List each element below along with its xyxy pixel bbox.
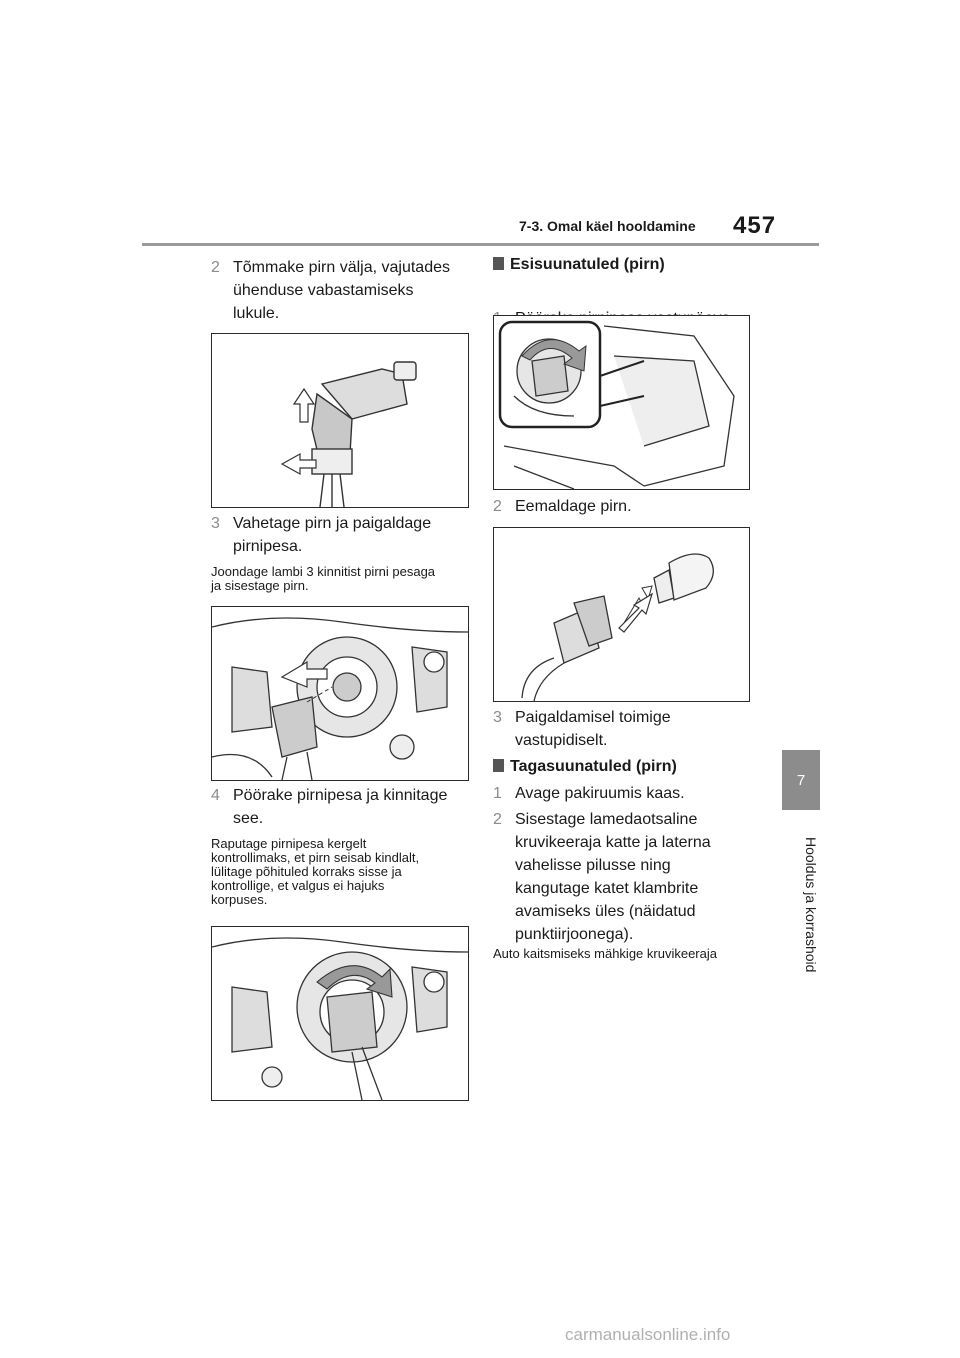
figure-rotate-socket <box>211 926 469 1101</box>
page-number: 457 <box>733 212 777 239</box>
step-text: Vahetage pirn ja paigaldage pirnipesa. <box>233 515 432 555</box>
figure-front-signal-bulb <box>493 527 750 702</box>
step-text: Eemaldage pirn. <box>515 498 632 515</box>
rear-step-2-pry-cover <box>493 808 773 948</box>
front-step-3-install <box>493 706 773 754</box>
step-number: 3 <box>493 709 502 726</box>
note-align-bulb: Joondage lambi 3 kinnitist pirni pesaga ja sisestage pirn. <box>211 564 436 593</box>
watermark: carmanualsonline.info <box>565 1325 731 1344</box>
step-number: 3 <box>211 515 220 532</box>
step-2-remove-bulb <box>211 256 471 328</box>
step-text: Sisestage lamedaotsaline kruvikeeraja katte ja laterna vahelisse pilusse ning kangutage katet klambrite avamiseks üles (näidatud punktiirjoonega). <box>515 811 711 943</box>
chapter-tab[interactable]: 7 <box>782 750 820 810</box>
bullet-square-icon <box>493 257 504 270</box>
section-title: 7-3. Omal käel hooldamine <box>519 218 696 234</box>
figure-front-signal-rotate <box>493 315 750 490</box>
heading-rear-turn-signal: Tagasuunatuled (pirn) <box>493 758 677 776</box>
step-number: 2 <box>211 259 220 276</box>
heading-front-turn-signal: Esisuunatuled (pirn) <box>493 256 665 274</box>
bullet-square-icon <box>493 759 504 772</box>
note-protect-car: Auto kaitsmiseks mähkige kruvikeeraja <box>493 946 717 961</box>
step-text: Pöörake pirnipesa ja kinnitage see. <box>233 787 448 827</box>
rear-step-1-open-cover <box>493 782 773 806</box>
chapter-label: Hooldus ja korrashoid <box>803 837 819 973</box>
step-number: 2 <box>493 811 502 828</box>
step-4-rotate-socket <box>211 784 471 832</box>
step-number: 4 <box>211 787 220 804</box>
front-step-2-remove <box>493 495 773 519</box>
step-text: Paigaldamisel toimige vastupidiselt. <box>515 709 671 749</box>
step-3-replace-bulb <box>211 512 471 560</box>
figure-insert-bulb <box>211 606 469 781</box>
step-number: 2 <box>493 498 502 515</box>
step-number: 1 <box>493 785 502 802</box>
figure-bulb-release <box>211 333 469 508</box>
header-divider <box>142 243 819 246</box>
step-text: Tõmmake pirn välja, vajutades ühenduse vabastamiseks lukule. <box>233 259 450 322</box>
step-text: Avage pakiruumis kaas. <box>515 785 685 802</box>
note-check-bulb: Raputage pirnipesa kergelt kontrollimaks, et pirn seisab kindlalt, lülitage põhituled korraks sisse ja kontrollige, et valgus ei hajuks korpuses. <box>211 836 420 907</box>
